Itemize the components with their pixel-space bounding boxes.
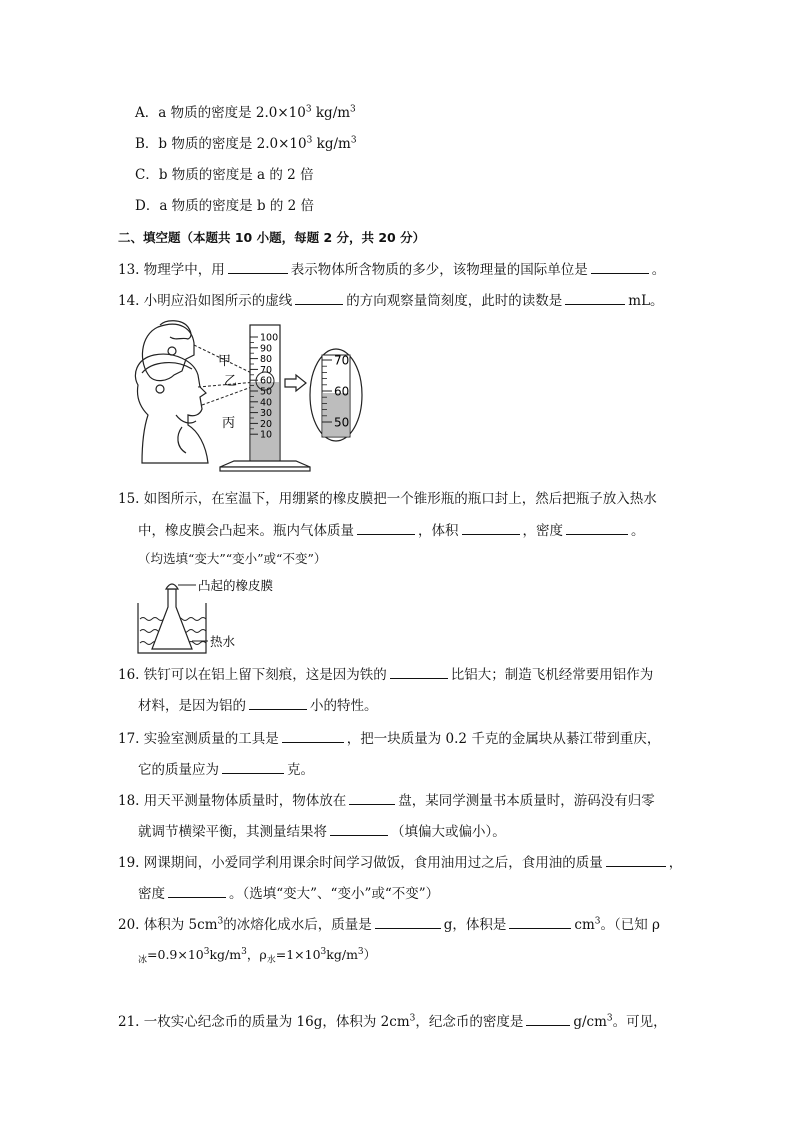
cylinder-tick-label: 70: [260, 364, 273, 376]
answer-blank[interactable]: [295, 290, 343, 305]
label-bing: 丙: [222, 416, 236, 431]
option-b: B．b 物质的密度是 $2.0\times 10^3$ $kg/m^3$: [135, 135, 357, 152]
label-jia: 甲: [218, 354, 232, 369]
answer-blank[interactable]: [282, 728, 344, 743]
option-d: D．a 物质的密度是 b 的 2 倍: [135, 198, 315, 214]
cylinder-tick-label: 20: [260, 418, 273, 430]
question-20-line-2: $_冰=0.9\times 10^3kg/m^3$，$\rho_水=1\times 10^3kg/m^3$）: [138, 946, 377, 966]
answer-blank[interactable]: [462, 520, 520, 535]
answer-blank[interactable]: [228, 259, 288, 274]
question-15-line-3: （均选填“变大”“变小”或“不变”）: [138, 551, 327, 566]
answer-blank[interactable]: [566, 520, 628, 535]
zoom-tick-label: 60: [334, 384, 350, 399]
cylinder-tick-label: 80: [260, 354, 273, 366]
option-c: C．b 物质的密度是 a 的 2 倍: [135, 167, 314, 183]
answer-blank[interactable]: [168, 883, 226, 898]
observer-jia-head: [142, 321, 194, 381]
cylinder-tick-label: 50: [260, 386, 273, 398]
question-20-line-1: 20. 体积为 $5cm^3$的冰熔化成水后，质量是 g，体积是 $cm^3$。（已知 ρ: [118, 914, 660, 935]
arrow-icon: [285, 375, 306, 391]
question-14: 14. 小明应沿如图所示的虚线 的方向观察量筒刻度，此时的读数是 mL。: [118, 290, 664, 311]
label-membrane: 凸起的橡皮膜: [198, 578, 274, 593]
flask-in-hot-water-figure: [130, 573, 300, 657]
question-19-line-1: 19. 网课期间，小爱同学利用课余时间学习做饭，食用油用过之后，食用油的质量 ，: [118, 852, 682, 873]
answer-blank[interactable]: [606, 852, 666, 867]
question-15-line-2: 中，橡皮膜会凸起来。瓶内气体质量 ，体积 ，密度 。: [138, 520, 645, 541]
answer-blank[interactable]: [222, 759, 284, 774]
answer-blank[interactable]: [249, 695, 307, 710]
cylinder-tick-label: 90: [260, 343, 273, 355]
cylinder-tick-label: 10: [260, 429, 273, 441]
question-18-line-2: 就调节横梁平衡，其测量结果将 （填偏大或偏小）。: [138, 821, 506, 842]
question-17-line-1: 17. 实验室测质量的工具是 ，把一块质量为 0.2 千克的金属块从綦江带到重庆，: [118, 728, 660, 749]
question-21-line-1: 21. 一枚实心纪念币的质量为 16g，体积为 $2cm^3$，纪念币的密度是 $g/cm^3$。可见，: [118, 1011, 667, 1032]
rubber-membrane: [166, 584, 178, 589]
measuring-cylinder-figure: [130, 315, 390, 475]
label-hot-water: 热水: [210, 634, 236, 649]
answer-blank[interactable]: [349, 790, 395, 805]
zoom-tick-label: 50: [334, 415, 350, 430]
answer-blank[interactable]: [375, 914, 441, 929]
answer-blank[interactable]: [509, 914, 571, 929]
cylinder-tick-label: 30: [260, 408, 273, 420]
question-19-line-2: 密度 。（选填“变大”、“变小”或“不变”）: [138, 883, 439, 904]
answer-blank[interactable]: [330, 821, 388, 836]
question-18-line-1: 18. 用天平测量物体质量时，物体放在 盘，某同学测量书本质量时，游码没有归零: [118, 790, 655, 811]
cylinder-tick-label: 60: [260, 375, 273, 387]
zoom-tick-label: 70: [334, 353, 350, 368]
answer-blank[interactable]: [591, 259, 649, 274]
cylinder-tick-label: 40: [260, 397, 273, 409]
zoomed-liquid: [323, 393, 349, 436]
answer-blank[interactable]: [390, 664, 448, 679]
question-16-line-2: 材料，是因为铝的 小的特性。: [138, 695, 378, 716]
option-a: A．a 物质的密度是 $2.0\times 10^3$ $kg/m^3$: [135, 104, 356, 121]
section-title: 二、填空题（本题共 10 小题，每题 2 分，共 20 分）: [118, 230, 426, 245]
answer-blank[interactable]: [526, 1011, 570, 1026]
answer-blank[interactable]: [357, 520, 415, 535]
question-13: 13. 物理学中，用 表示物体所含物质的多少，该物理量的国际单位是 。: [118, 259, 665, 280]
question-17-line-2: 它的质量应为 克。: [138, 759, 314, 780]
question-15-line-1: 15. 如图所示，在室温下，用绷紧的橡皮膜把一个锥形瓶的瓶口封上，然后把瓶子放入热水: [118, 491, 657, 507]
answer-blank[interactable]: [565, 290, 625, 305]
question-16-line-1: 16. 铁钉可以在铝上留下刻痕，这是因为铁的 比铝大；制造飞机经常要用铝作为: [118, 664, 653, 685]
label-yi: 乙: [224, 374, 238, 389]
cylinder-tick-label: 100: [260, 332, 279, 344]
